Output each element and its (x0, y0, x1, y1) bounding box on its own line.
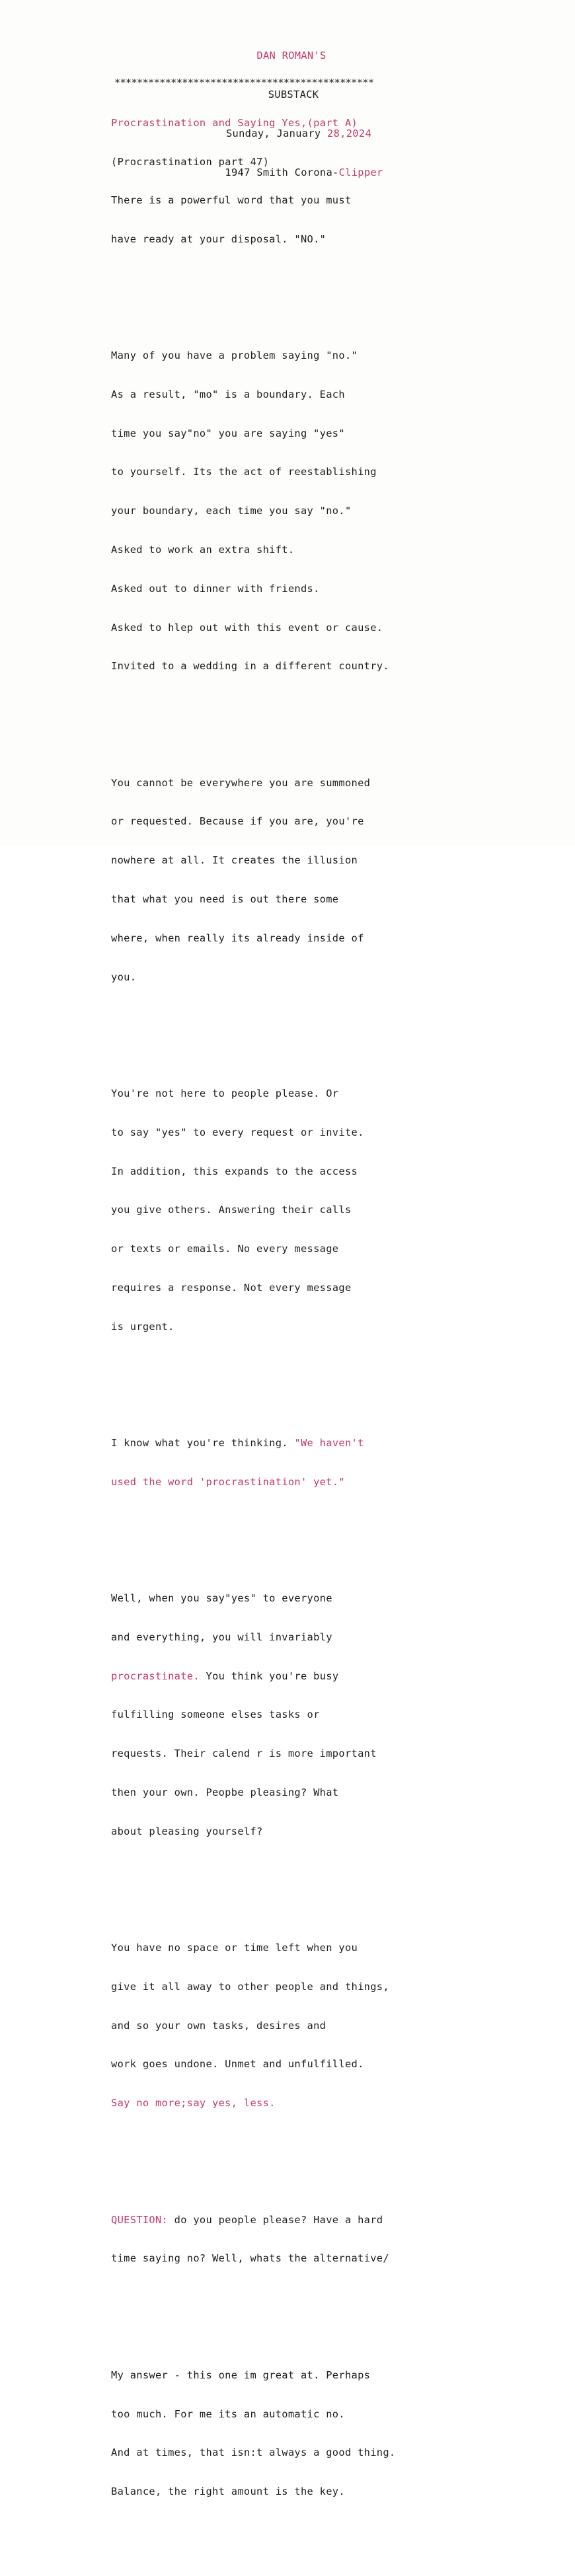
star-divider: ********************************************** (114, 77, 374, 89)
text-line: to say "yes" to every request or invite. (111, 1126, 364, 1138)
text-line: you. (111, 971, 137, 983)
machine-prefix: 1947 Smith Corona- (225, 166, 339, 178)
text-line: or requested. Because if you are, you're (111, 815, 364, 828)
paragraph-1 (111, 168, 395, 272)
text-line: Balance, the right amount is the key. (111, 2485, 345, 2498)
procrastinate-highlight: procrastinate. (111, 1670, 200, 1682)
text-line: You're not here to people please. Or (111, 1087, 339, 1099)
publication-line: SUBSTACK (268, 88, 319, 100)
question-label: QUESTION: (111, 2213, 169, 2226)
text-line: then your own. Peopbe pleasing? What (111, 1786, 339, 1798)
paragraph-6 (111, 1566, 395, 1864)
text-line: requests. Their calend r is more important (111, 1748, 377, 1760)
text-line: My answer - this one im great at. Perhaps (111, 2369, 371, 2381)
paragraph-2 (111, 324, 395, 699)
paragraph-4 (111, 1062, 395, 1360)
text-line: Asked to hlep out with this event or cause. (111, 621, 383, 634)
text-line: You cannot be everywhere you are summoned (111, 776, 371, 789)
text-line: There is a powerful word that you must (111, 194, 352, 206)
page-title: Procrastination and Saying Yes,(part A) (111, 117, 358, 129)
date-value: 28,2024 (327, 127, 372, 139)
machine-model: Clipper (338, 166, 383, 178)
text-line: that what you need is out there some (111, 893, 339, 906)
text-segment: You think you're busy (199, 1670, 339, 1682)
text-line (111, 1670, 395, 1683)
text-segment: I know what you're thinking. (111, 1436, 295, 1449)
date-prefix: Sunday, January (225, 127, 328, 139)
paragraph-8 (111, 2188, 395, 2291)
say-no-more-highlight: Say no more;say yes, less. (111, 2097, 276, 2110)
paragraph-3 (111, 751, 395, 1010)
text-line: And at times, that isn:t always a good thing. (111, 2447, 396, 2459)
text-line: to yourself. Its the act of reestablishing (111, 466, 377, 478)
text-line: As a result, "mo" is a boundary. Each (111, 388, 345, 400)
page-subtitle: (Procrastination part 47) (111, 155, 270, 168)
text-line (111, 1437, 395, 1450)
text-line: too much. For me its an automatic no. (111, 2408, 345, 2420)
text-line: You have no space or time left when you (111, 1942, 358, 1954)
author-line: DAN ROMAN'S (256, 50, 326, 62)
text-line: fulfilling someone elses tasks or (111, 1709, 320, 1721)
text-line: time saying no? Well, whats the alternative/ (111, 2252, 389, 2265)
text-line: In addition, this expands to the access (111, 1165, 358, 1177)
text-line: where, when really its already inside of (111, 932, 364, 944)
text-line: work goes undone. Unmet and unfulfilled. (111, 2058, 364, 2071)
text-line: have ready at your disposal. "NO." (111, 233, 326, 245)
text-line: requires a response. Not every message (111, 1281, 352, 1294)
text-line: and so your own tasks, desires and (111, 2019, 326, 2032)
text-line: Many of you have a problem saying "no." (111, 350, 358, 362)
text-line: you give others. Answering their calls (111, 1204, 352, 1216)
text-segment: do you people please? Have a hard (168, 2213, 383, 2226)
text-line: nowhere at all. It creates the illusion (111, 854, 358, 867)
paragraph-7 (111, 1916, 395, 2136)
paragraph-5 (111, 1411, 395, 1515)
text-line: Asked out to dinner with friends. (111, 582, 320, 595)
text-line: Invited to a wedding in a different country. (111, 660, 389, 673)
text-line: or texts or emails. No every message (111, 1243, 339, 1255)
body-text (111, 129, 395, 2576)
paragraph-9 (111, 2343, 395, 2524)
text-line: about pleasing yourself? (111, 1825, 263, 1837)
text-line: is urgent. (111, 1320, 174, 1333)
quote-highlight: "We haven't (294, 1436, 364, 1449)
text-line (111, 2214, 395, 2227)
text-line: time you say"no" you are saying "yes" (111, 427, 345, 439)
text-line: give it all away to other people and things, (111, 1980, 389, 1993)
text-line: Asked to work an extra shift. (111, 544, 295, 556)
text-line: and everything, you will invariably (111, 1631, 332, 1643)
quote-highlight: used the word 'procrastination' yet." (111, 1475, 345, 1488)
text-line: Well, when you say"yes" to everyone (111, 1592, 332, 1605)
text-line: your boundary, each time you say "no." (111, 505, 352, 517)
